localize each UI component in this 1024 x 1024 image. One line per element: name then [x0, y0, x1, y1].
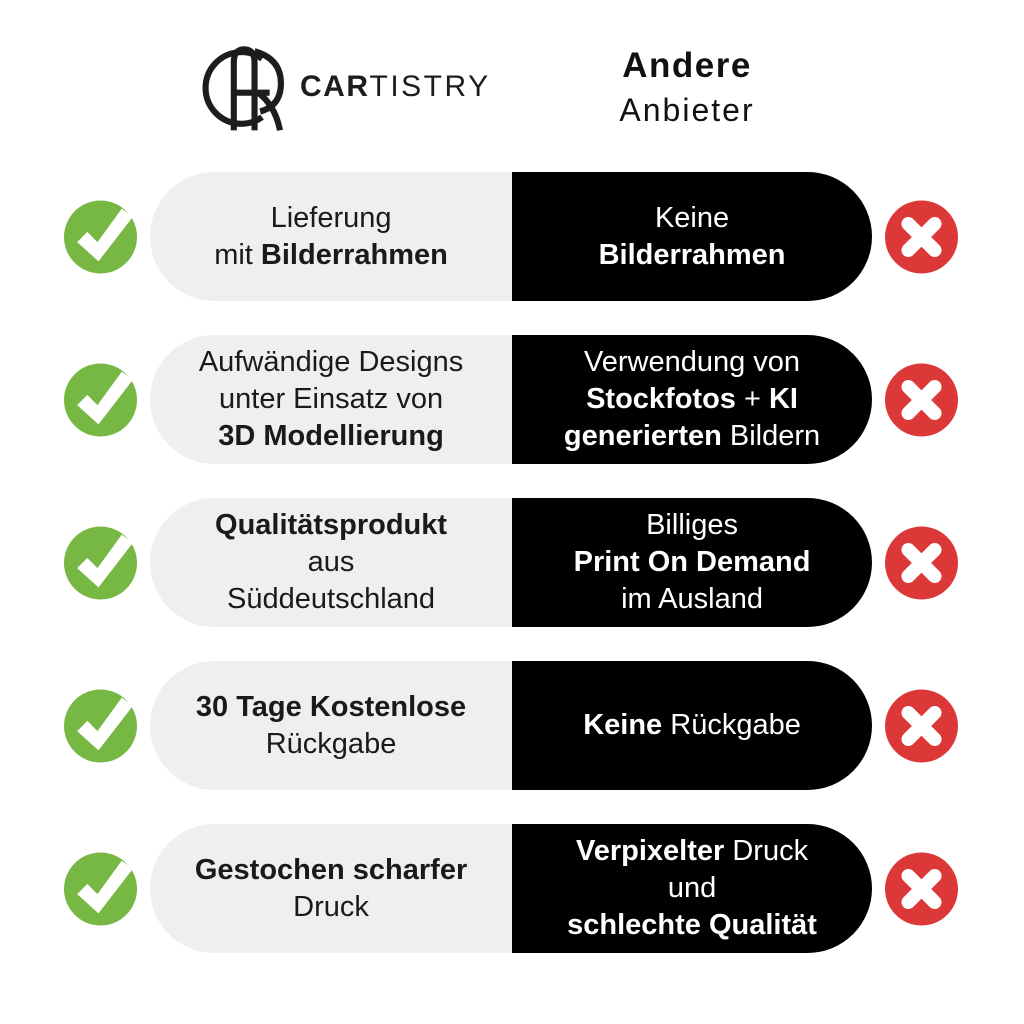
cartistry-cell [150, 824, 512, 953]
competitor-header-line1: Andere [622, 46, 752, 85]
cell-line: Print On Demand [573, 546, 811, 578]
comparison-pill [150, 824, 872, 953]
cross-icon [885, 363, 958, 436]
competitor-cell [512, 335, 872, 464]
left-cell-text [215, 507, 447, 618]
cartistry-cell [150, 172, 512, 301]
cross-icon [885, 852, 958, 925]
cross-icon [885, 689, 958, 762]
cell-line: Qualitätsprodukt [215, 509, 448, 541]
comparison-row [0, 824, 1024, 953]
brand-wordmark-bold: CAR [300, 70, 370, 103]
right-cell-text [599, 200, 786, 274]
check-icon [64, 526, 137, 599]
comparison-pill [150, 498, 872, 627]
left-cell-text [196, 689, 466, 763]
cell-line: 3D Modellierung [218, 420, 444, 452]
comparison-row [0, 335, 1024, 464]
brand [198, 38, 491, 136]
cell-line: Aufwändige Designs [198, 346, 464, 378]
check-icon [64, 200, 137, 273]
cartistry-logo-icon [198, 38, 296, 136]
cell-line: Rückgabe [265, 727, 397, 760]
comparison-pill [150, 661, 872, 790]
check-icon [64, 852, 137, 925]
brand-wordmark-light: TISTRY [369, 70, 491, 103]
cell-line: Lieferung [270, 201, 392, 234]
comparison-row [0, 498, 1024, 627]
check-icon [64, 689, 137, 762]
comparison-row [0, 172, 1024, 301]
brand-wordmark [300, 70, 491, 104]
cell-line: aus [307, 546, 355, 578]
cell-line: unter Einsatz von [219, 383, 444, 415]
comparison-pill [150, 335, 872, 464]
right-cell-text [567, 833, 817, 944]
comparison-pill [150, 172, 872, 301]
right-cell-text [574, 507, 811, 618]
cell-line: Verwendung von [584, 346, 801, 378]
check-icon [64, 363, 137, 436]
cell-line: Keine [654, 201, 730, 234]
competitor-cell [512, 824, 872, 953]
competitor-header [537, 44, 837, 132]
right-cell-text [564, 344, 820, 455]
cross-icon [885, 200, 958, 273]
comparison-row [0, 661, 1024, 790]
left-cell-text [214, 200, 448, 274]
cartistry-cell [150, 335, 512, 464]
competitor-cell [512, 498, 872, 627]
cell-line: Druck [293, 890, 369, 923]
cross-icon [885, 526, 958, 599]
cell-line: Verpixelter Druck [575, 835, 809, 867]
comparison-rows [0, 172, 1024, 987]
cell-line: Bilderrahmen [598, 238, 786, 271]
left-cell-text [195, 852, 467, 926]
cell-line: mit Bilderrahmen [214, 238, 448, 271]
left-cell-text [199, 344, 463, 455]
cartistry-cell [150, 498, 512, 627]
competitor-cell [512, 661, 872, 790]
cell-line: und [667, 872, 717, 904]
cartistry-cell [150, 661, 512, 790]
cell-line: Süddeutschland [227, 583, 436, 615]
right-cell-text [583, 707, 801, 744]
cell-line: Gestochen scharfer [194, 853, 468, 886]
competitor-cell [512, 172, 872, 301]
cell-line: im Ausland [621, 583, 763, 615]
cell-line: generierten Bildern [563, 420, 821, 452]
competitor-header-line2: Anbieter [619, 92, 755, 128]
cell-line: Keine Rückgabe [583, 709, 801, 741]
cell-line: Billiges [646, 509, 738, 541]
cell-line: 30 Tage Kostenlose [195, 690, 467, 723]
cell-line: Stockfotos + KI [586, 383, 798, 415]
cell-line: schlechte Qualität [567, 909, 817, 941]
